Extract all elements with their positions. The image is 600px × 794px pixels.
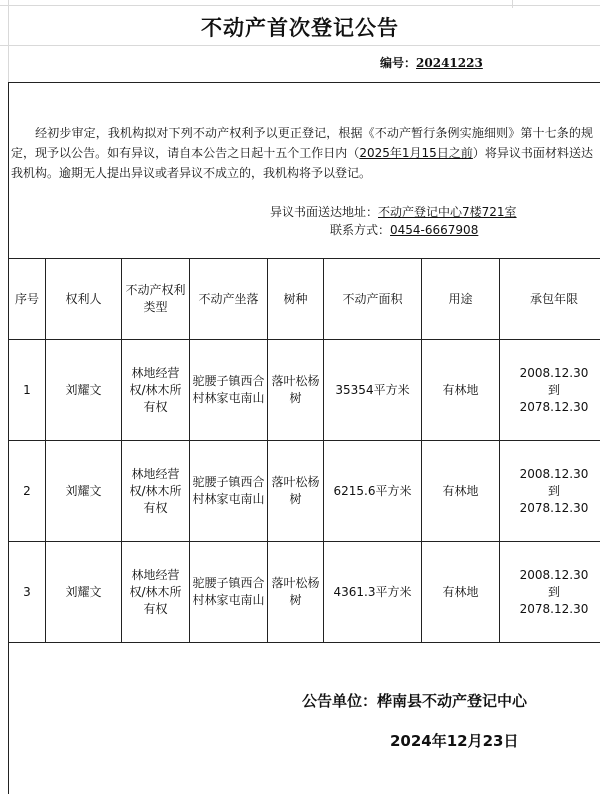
term-to: 到 xyxy=(547,483,560,498)
objection-address-value: 不动产登记中心7楼721室 xyxy=(378,205,517,219)
cell-location: 驼腰子镇西合村林家屯南山 xyxy=(190,340,268,441)
term-to: 到 xyxy=(547,584,560,599)
term-end: 2078.12.30 xyxy=(519,601,589,616)
term-start: 2008.12.30 xyxy=(519,466,589,481)
sheet-gridline xyxy=(0,45,600,46)
cell-area: 35354平方米 xyxy=(324,340,422,441)
cell-right-type: 林地经营权/林木所有权 xyxy=(122,542,190,643)
cell-term xyxy=(500,340,600,441)
cell-area: 4361.3平方米 xyxy=(324,542,422,643)
cell-use: 有林地 xyxy=(422,542,500,643)
cell-owner: 刘耀文 xyxy=(46,340,122,441)
notice-date: 2024年12月23日 xyxy=(390,732,519,750)
contact-value: 0454-6667908 xyxy=(390,223,479,237)
cell-tree: 落叶松杨树 xyxy=(268,340,324,441)
cell-right-type: 林地经营权/林木所有权 xyxy=(122,340,190,441)
header-area: 不动产面积 xyxy=(324,259,422,340)
registration-table xyxy=(8,258,600,643)
intro-deadline: 2025年1月15日之前 xyxy=(359,146,473,160)
cell-no: 3 xyxy=(9,542,46,643)
cell-term xyxy=(500,542,600,643)
term-to: 到 xyxy=(547,382,560,397)
objection-address-line xyxy=(270,203,517,220)
header-owner: 权利人 xyxy=(46,259,122,340)
intro-text-1: 经初步审定，我机构拟对下列不动产权利予以更正登记，根据《不动产暂行条例实施细则》第十七条的规定，现予以公告。如有异议，请自本公告之日起十五个工作日内（ xyxy=(11,126,593,160)
header-use: 用途 xyxy=(422,259,500,340)
cell-owner: 刘耀文 xyxy=(46,441,122,542)
cell-area: 6215.6平方米 xyxy=(324,441,422,542)
contact-label: 联系方式： xyxy=(330,223,391,237)
table-row xyxy=(9,340,600,441)
sheet-gridline xyxy=(0,5,600,6)
cell-owner: 刘耀文 xyxy=(46,542,122,643)
cell-right-type: 林地经营权/林木所有权 xyxy=(122,441,190,542)
term-start: 2008.12.30 xyxy=(519,365,589,380)
serial-number: 20241223 xyxy=(416,56,483,70)
objection-address-label: 异议书面送达地址： xyxy=(270,205,379,219)
cell-no: 1 xyxy=(9,340,46,441)
notice-title: 不动产首次登记公告 xyxy=(201,15,399,40)
sheet-gridline xyxy=(512,0,513,8)
serial-label: 编号： xyxy=(380,56,417,70)
cell-use: 有林地 xyxy=(422,441,500,542)
header-tree: 树种 xyxy=(268,259,324,340)
header-term: 承包年限 xyxy=(500,259,600,340)
issuing-unit: 公告单位：桦南县不动产登记中心 xyxy=(302,692,528,710)
cell-location: 驼腰子镇西合村林家屯南山 xyxy=(190,542,268,643)
contact-line xyxy=(330,221,478,238)
header-location: 不动产坐落 xyxy=(190,259,268,340)
intro-paragraph xyxy=(11,123,593,183)
table-row xyxy=(9,441,600,542)
table-header-row xyxy=(9,259,600,340)
cell-tree: 落叶松杨树 xyxy=(268,542,324,643)
cell-no: 2 xyxy=(9,441,46,542)
cell-tree: 落叶松杨树 xyxy=(268,441,324,542)
term-end: 2078.12.30 xyxy=(519,399,589,414)
cell-location: 驼腰子镇西合村林家屯南山 xyxy=(190,441,268,542)
term-start: 2008.12.30 xyxy=(519,567,589,582)
header-no: 序号 xyxy=(9,259,46,340)
table-row xyxy=(9,542,600,643)
term-end: 2078.12.30 xyxy=(519,500,589,515)
cell-use: 有林地 xyxy=(422,340,500,441)
intro-text-2: ）将异议书面材料送达我机构。逾期无人提出异议或者异议不成立的，我机构将予以登记。 xyxy=(11,146,593,180)
header-right-type: 不动产权利类型 xyxy=(122,259,190,340)
cell-term xyxy=(500,441,600,542)
serial-number-line xyxy=(380,54,483,71)
